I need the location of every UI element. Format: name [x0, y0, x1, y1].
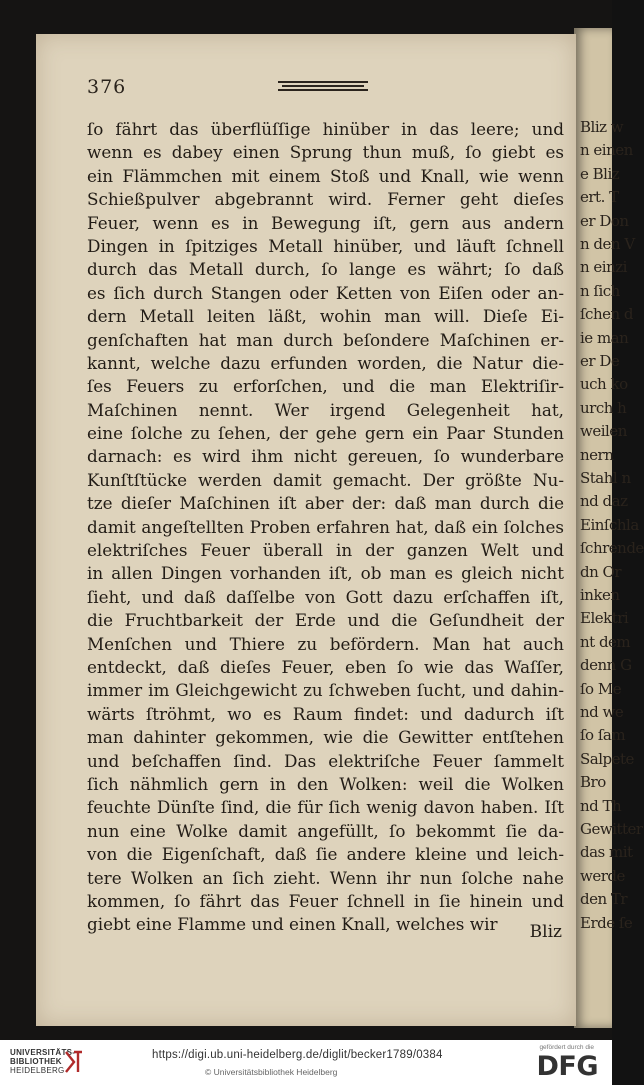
facing-page-fragment: er De — [580, 352, 620, 370]
library-name-line1: UNIVERSITÄTS- — [10, 1048, 76, 1057]
facing-page-fragment: das mit — [580, 843, 633, 862]
facing-page-fragment: er Don — [580, 211, 629, 230]
facing-page-fragment: nd we — [580, 703, 624, 721]
text-line: giebt eine Flamme und einen Knall, welches wir — [87, 914, 498, 935]
facing-page-fragment: e Bliz — [580, 164, 620, 183]
facing-page-fragment: Elektri — [580, 609, 629, 628]
facing-page-fragment: uch ko — [580, 375, 628, 394]
facing-page-fragment: ſo ſam — [580, 726, 626, 745]
header-ornament — [278, 81, 368, 91]
text-line: damit angeſtellten Proben erfahren hat, daß ein ſolches — [87, 516, 564, 537]
text-line: es ſich durch Stangen oder Ketten von Eiſen oder an- — [87, 282, 564, 303]
text-line: eine ſolche zu ſehen, der gehe gern ein Paar Stunden — [87, 423, 564, 444]
text-line: ſes Feuers zu erforſchen, und die man Elektriſir- — [87, 376, 564, 397]
text-line: dern Metall leiten läßt, wohin man will. Dieſe Ei- — [87, 306, 564, 327]
text-line: und beſchaffen ſind. Das elektriſche Feuer ſammelt — [87, 750, 564, 771]
text-line: durch das Metall durch, ſo lange es währt; ſo daß — [87, 259, 564, 280]
facing-page-fragment: dn Or — [580, 562, 621, 581]
dfg-logo: DFG — [536, 1051, 598, 1082]
facing-page-fragment: ert. T — [580, 188, 619, 207]
text-line: Kunſtſtücke werden damit gemacht. Der größte Nu- — [87, 469, 564, 490]
facing-page-fragment: weilen — [580, 422, 627, 441]
text-line: elektriſches Feuer überall in der ganzen Welt und — [87, 540, 564, 561]
text-line: von die Eigenſchaft, daß ſie andere kleine und leich- — [87, 844, 564, 865]
facing-page-fragment: den Tr — [580, 890, 628, 909]
facing-page-fragment: ſchen d — [580, 305, 634, 324]
text-line: wärts ſtröhmt, wo es Raum findet: und dadurch iſt — [87, 703, 564, 724]
text-line: immer im Gleichgewicht zu ſchweben ſucht, und dahin- — [87, 680, 564, 701]
text-line: entdeckt, daß dieſes Feuer, eben ſo wie das Waſſer, — [87, 656, 564, 677]
viewer-footer — [0, 1040, 612, 1085]
facing-page-fragment: nt dem — [580, 632, 631, 651]
text-line: Menſchen und Thiere zu befördern. Man hat auch — [87, 633, 564, 654]
text-line: ſieht, und daß daſſelbe von Gott dazu erſchaffen iſt, — [87, 586, 564, 607]
facing-page-fragment: Gewitter — [580, 820, 643, 838]
text-line: Dingen in ſpitziges Metall hinüber, und läuft ſchnell — [87, 235, 564, 256]
facing-page-fragment: inken — [580, 586, 620, 604]
text-line: tze dieſer Maſchinen iſt aber der: daß man durch die — [87, 493, 564, 514]
text-line: darnach: es wird ihm nicht gereuen, ſo wunderbare — [87, 446, 564, 467]
facing-page-fragment: ie man — [580, 328, 629, 347]
facing-page-fragment: Erde ſe — [580, 913, 633, 932]
copyright-notice: © Universitätsbibliothek Heidelberg — [205, 1067, 338, 1077]
facing-page-fragment: ſo Me — [580, 679, 622, 698]
facing-page-fragment: n einen — [580, 141, 633, 160]
page-number: 376 — [87, 76, 127, 98]
facing-page-fragment: werde — [580, 866, 625, 885]
catchword: Bliz — [529, 922, 562, 942]
library-logo-icon — [62, 1048, 86, 1076]
page-url-link[interactable]: https://digi.ub.uni-heidelberg.de/diglit/becker1789/0384 — [152, 1049, 443, 1061]
facing-page-fragment: n einzi — [580, 258, 627, 277]
text-line: kommen, ſo fährt das Feuer ſchnell in ſie hinein und — [87, 890, 564, 911]
text-line: nun eine Wolke damit angefüllt, ſo bekommt ſie da- — [87, 820, 564, 841]
funding-caption: gefördert durch die — [539, 1044, 594, 1051]
text-line: Maſchinen nennt. Wer irgend Gelegenheit hat, — [87, 399, 564, 420]
text-line: feuchte Dünſte ſind, die für ſich wenig davon haben. Iſt — [87, 797, 564, 818]
text-line: ſo fährt das überflüſſige hinüber in das leere; und — [87, 119, 564, 139]
text-line: in allen Dingen vorhanden iſt, ob man es gleich nicht — [87, 563, 564, 584]
facing-page-fragment: ſchrende — [580, 539, 644, 558]
text-line: genſchaften hat man durch beſondere Maſchinen er- — [87, 329, 564, 350]
facing-page-fragment: Salpete — [580, 749, 634, 768]
text-line: Schießpulver abgebrannt wird. Ferner geht dieſes — [87, 189, 564, 210]
text-line: Feuer, wenn es in Bewegung iſt, gern aus andern — [87, 212, 564, 233]
text-line: die Fruchtbarkeit der Erde und die Geſundheit der — [87, 610, 564, 631]
facing-page-fragment: denn G — [580, 656, 632, 675]
facing-page-fragment: nd Th — [580, 796, 622, 815]
body-text — [87, 118, 564, 937]
text-line: ein Flämmchen mit einem Stoß und Knall, wie wenn — [87, 165, 564, 186]
facing-page-fragment: n ſich — [580, 281, 620, 300]
facing-page-fragment: urch h — [580, 398, 627, 417]
facing-page-fragment: Stahl n — [580, 469, 631, 487]
facing-page-fragment: Bliz w — [580, 118, 624, 136]
facing-page-fragment: nd daz — [580, 492, 628, 511]
library-name-line3: HEIDELBERG — [10, 1066, 65, 1075]
facing-page-fragment: n den V — [580, 235, 635, 253]
facing-page-fragment: Einſchla — [580, 515, 639, 534]
text-line: man dahinter gekommen, wie die Gewitter entſtehen — [87, 727, 564, 748]
facing-page-edge — [574, 28, 644, 1028]
facing-page-fragment: nern — [580, 445, 614, 464]
text-line: ſich nähmlich gern in den Wolken: weil die Wolken — [87, 773, 564, 794]
text-line: wenn es dabey einen Sprung thun muß, ſo giebt es — [87, 142, 564, 163]
text-line: kannt, welche dazu erfunden worden, die Natur die- — [87, 352, 564, 373]
library-name-line2: BIBLIOTHEK — [10, 1057, 62, 1066]
facing-page-fragment: Bro — [580, 773, 606, 792]
text-line: tere Wolken an ſich zieht. Wenn ihr nun ſolche nahe — [87, 867, 564, 888]
